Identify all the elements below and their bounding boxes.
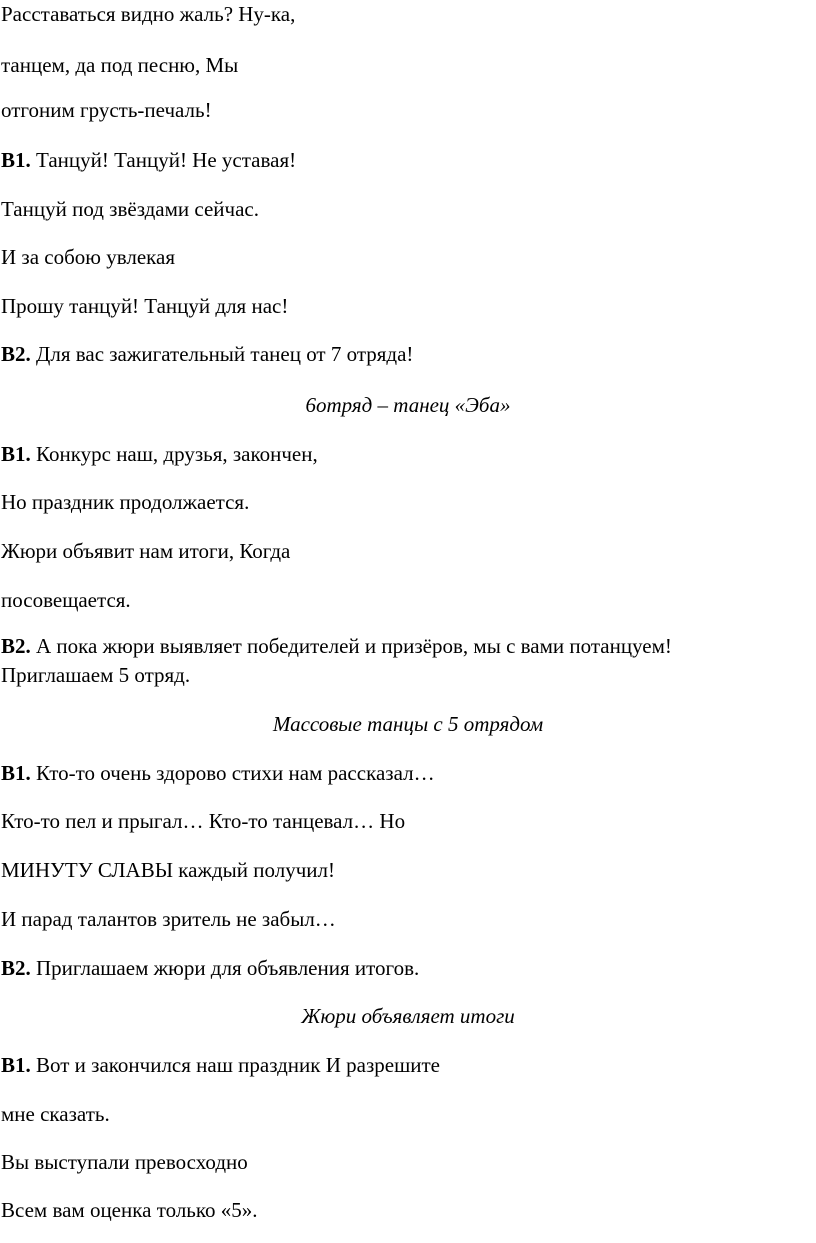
line-text: Всем вам оценка только «5». xyxy=(1,1198,258,1222)
stage-direction xyxy=(0,711,816,737)
stage-direction xyxy=(0,392,816,418)
line-text: отгоним грусть-печаль! xyxy=(1,98,212,122)
speaker-label: В2. xyxy=(1,342,31,366)
stage-direction-text: 6отряд – танец «Эба» xyxy=(305,393,511,417)
line-text: Приглашаем 5 отряд. xyxy=(1,663,191,687)
speaker-label: В2. xyxy=(1,634,31,658)
text-line xyxy=(1,1197,812,1223)
line-text: И парад талантов зритель не забыл… xyxy=(1,907,336,931)
speaker-label: В1. xyxy=(1,1053,31,1077)
line-text: Для вас зажигательный танец от 7 отряда! xyxy=(30,342,414,366)
speaker-label: В1. xyxy=(1,761,31,785)
text-line xyxy=(1,1052,812,1078)
text-line xyxy=(1,196,812,222)
line-text: Вот и закончился наш праздник И разрешите xyxy=(30,1053,440,1077)
line-text: Кто-то пел и прыгал… Кто-то танцевал… Но xyxy=(1,809,406,833)
speaker-label: В2. xyxy=(1,956,31,980)
text-line xyxy=(1,52,812,78)
speaker-label: В1. xyxy=(1,148,31,172)
text-line xyxy=(1,1,812,27)
line-text: Но праздник продолжается. xyxy=(1,490,250,514)
line-text: Прошу танцуй! Танцуй для нас! xyxy=(1,294,289,318)
line-text: Кто-то очень здорово стихи нам рассказал… xyxy=(30,761,435,785)
line-text: МИНУТУ СЛАВЫ каждый получил! xyxy=(1,858,335,882)
text-line xyxy=(1,341,812,367)
line-text: Расставаться видно жаль? Ну-ка, xyxy=(1,2,296,26)
text-line xyxy=(1,441,812,467)
line-text: Конкурс наш, друзья, закончен, xyxy=(30,442,318,466)
text-line xyxy=(1,293,812,319)
text-line xyxy=(1,97,812,123)
text-line xyxy=(1,633,812,659)
line-text: Приглашаем жюри для объявления итогов. xyxy=(30,956,420,980)
text-line xyxy=(1,244,812,270)
line-text: Жюри объявит нам итоги, Когда xyxy=(1,539,291,563)
line-text: Вы выступали превосходно xyxy=(1,1150,248,1174)
text-line xyxy=(1,1149,812,1175)
text-line xyxy=(1,147,812,173)
line-text: Танцуй! Танцуй! Не уставая! xyxy=(30,148,297,172)
text-line xyxy=(1,1101,812,1127)
line-text: танцем, да под песню, Мы xyxy=(1,53,239,77)
line-text: Танцуй под звёздами сейчас. xyxy=(1,197,259,221)
line-text: мне сказать. xyxy=(1,1102,110,1126)
text-line xyxy=(1,857,812,883)
text-line xyxy=(1,906,812,932)
line-text: А пока жюри выявляет победителей и призёров, мы с вами потанцуем! xyxy=(30,634,672,658)
text-line xyxy=(1,489,812,515)
text-line xyxy=(1,808,812,834)
speaker-label: В1. xyxy=(1,442,31,466)
text-line xyxy=(1,538,812,564)
stage-direction xyxy=(0,1003,816,1029)
text-line xyxy=(1,955,812,981)
stage-direction-text: Массовые танцы с 5 отрядом xyxy=(272,712,544,736)
text-line xyxy=(1,662,812,688)
line-text: И за собою увлекая xyxy=(1,245,176,269)
text-line xyxy=(1,587,812,613)
stage-direction-text: Жюри объявляет итоги xyxy=(301,1004,515,1028)
text-line xyxy=(1,760,812,786)
line-text: посовещается. xyxy=(1,588,131,612)
